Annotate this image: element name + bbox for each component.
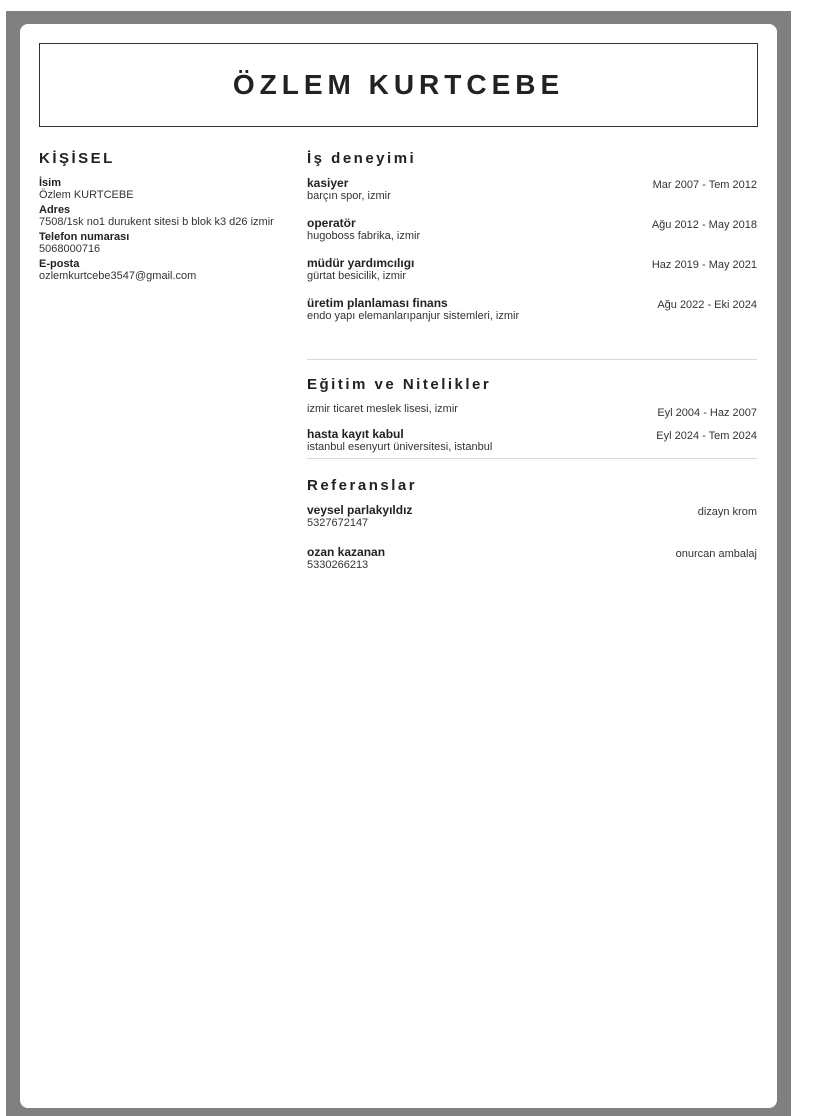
job-place: hugoboss fabrika, izmir bbox=[307, 230, 421, 242]
job-role: üretim planlaması finans bbox=[307, 296, 448, 310]
experience-section bbox=[307, 150, 757, 323]
name-value: Özlem KURTCEBE bbox=[39, 189, 134, 201]
education-section bbox=[307, 376, 757, 454]
reference-entry bbox=[307, 546, 757, 572]
education-school: istanbul esenyurt üniversitesi, istanbul bbox=[307, 441, 493, 453]
reference-entry bbox=[307, 504, 757, 530]
phone-value: 5068000716 bbox=[39, 243, 101, 255]
education-entry bbox=[307, 403, 757, 419]
job-role: operatör bbox=[307, 216, 356, 230]
experience-entry bbox=[307, 257, 757, 283]
job-place: gürtat besicilik, izmir bbox=[307, 270, 407, 282]
reference-phone: 5327672147 bbox=[307, 517, 369, 529]
section-divider bbox=[307, 458, 757, 459]
reference-name: veysel parlakyıldız bbox=[307, 503, 413, 517]
job-place: endo yapı elemanlarıpanjur sistemleri, izmir bbox=[307, 310, 520, 322]
address-value: 7508/1sk no1 durukent sitesi b blok k3 d26 izmir bbox=[39, 216, 274, 228]
job-dates: Mar 2007 - Tem 2012 bbox=[652, 179, 757, 191]
phone-label: Telefon numarası bbox=[39, 231, 130, 243]
job-place: barçın spor, izmir bbox=[307, 190, 391, 202]
references-section bbox=[307, 477, 757, 572]
education-school: izmir ticaret meslek lisesi, izmir bbox=[307, 403, 458, 415]
education-dates: Eyl 2004 - Haz 2007 bbox=[657, 407, 757, 419]
personal-section bbox=[39, 150, 279, 285]
education-title: Eğitim ve Nitelikler bbox=[307, 376, 492, 393]
address-label: Adres bbox=[39, 204, 71, 216]
resume-page bbox=[20, 24, 777, 1108]
reference-company: onurcan ambalaj bbox=[675, 548, 757, 560]
job-dates: Haz 2019 - May 2021 bbox=[651, 259, 757, 271]
education-degree: hasta kayıt kabul bbox=[307, 427, 404, 441]
experience-entry bbox=[307, 297, 757, 323]
name-header bbox=[39, 43, 758, 127]
email-value: ozlemkurtcebe3547@gmail.com bbox=[39, 270, 197, 282]
personal-title: KİŞİSEL bbox=[39, 150, 115, 167]
experience-entry bbox=[307, 217, 757, 243]
reference-company: dizayn krom bbox=[697, 506, 757, 518]
experience-title: İş deneyimi bbox=[307, 150, 417, 167]
references-title: Referanslar bbox=[307, 477, 418, 494]
education-entry bbox=[307, 428, 757, 454]
job-dates: Ağu 2022 - Eki 2024 bbox=[657, 299, 757, 311]
name-label: İsim bbox=[39, 177, 62, 189]
main-column bbox=[307, 150, 757, 586]
job-role: kasiyer bbox=[307, 176, 349, 190]
email-label: E-posta bbox=[39, 258, 80, 270]
education-dates: Eyl 2024 - Tem 2024 bbox=[656, 430, 757, 442]
experience-entry bbox=[307, 177, 757, 203]
job-role: müdür yardımcılıgı bbox=[307, 256, 415, 270]
full-name: ÖZLEM KURTCEBE bbox=[232, 69, 565, 100]
reference-phone: 5330266213 bbox=[307, 559, 369, 571]
section-divider bbox=[307, 359, 757, 360]
job-dates: Ağu 2012 - May 2018 bbox=[651, 219, 757, 231]
reference-name: ozan kazanan bbox=[307, 545, 386, 559]
